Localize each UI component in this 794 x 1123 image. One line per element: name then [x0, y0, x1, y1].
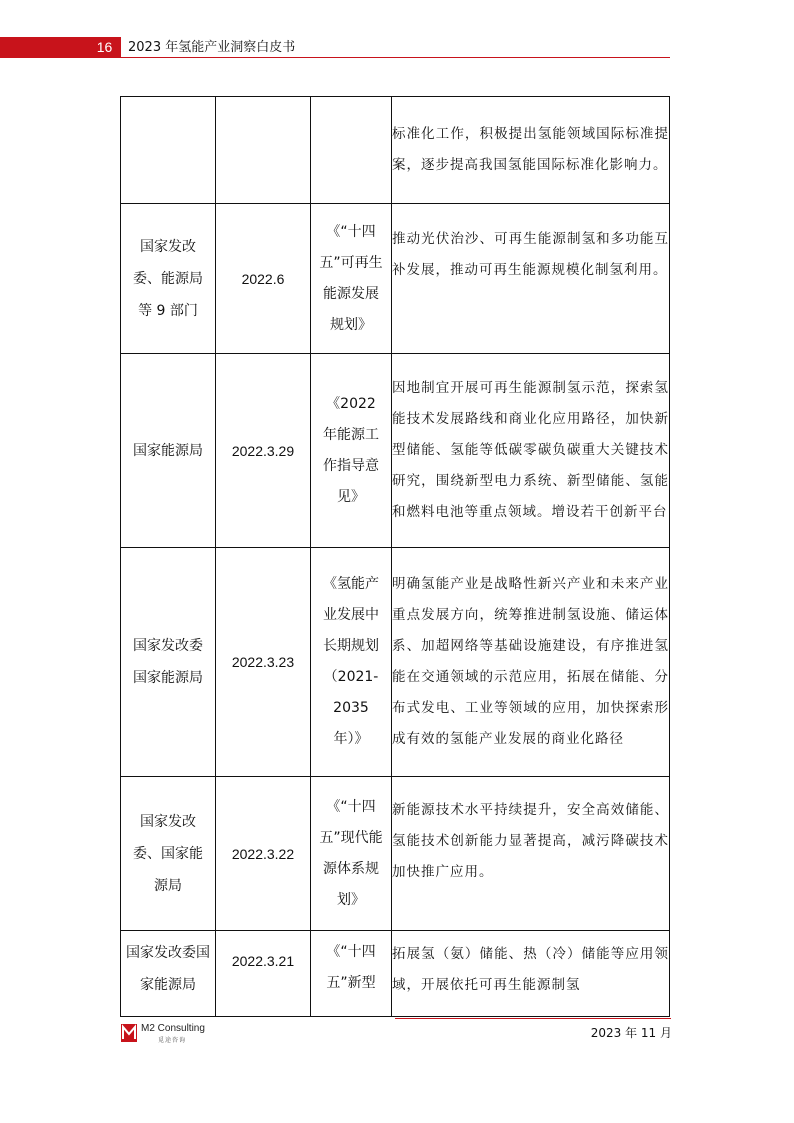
table-row: [121, 97, 670, 204]
content-cell: 明确氢能产业是战略性新兴产业和未来产业重点发展方向，统筹推进制氢设施、储运体系、加超网络等基础设施建设，有序推进氢能在交通领域的示范应用，拓展在储能、分布式发电、工业等领域的应用，加快探索形成有效的氢能产业发展的商业化路径: [392, 548, 670, 777]
org-cell: 国家能源局: [121, 354, 216, 548]
date-cell: 2022.3.23: [216, 548, 311, 777]
content-cell: 拓展氢（氨）储能、热（冷）储能等应用领域，开展依托可再生能源制氢: [392, 931, 670, 1017]
footer-date: 2023 年 11 月: [590, 1026, 672, 1040]
table-row: [121, 354, 670, 548]
document-cell: 《氢能产业发展中长期规划（2021-2035 年）》: [311, 548, 392, 777]
document-cell: 《“十四五”现代能源体系规划》: [311, 777, 392, 931]
org-cell: 国家发改委、能源局等 9 部门: [121, 204, 216, 354]
document-cell: 《2022 年能源工作指导意见》: [311, 354, 392, 548]
content-cell: 推动光伏治沙、可再生能源制氢和多功能互补发展，推动可再生能源规模化制氢利用。: [392, 204, 670, 354]
org-cell: 国家发改委、国家能源局: [121, 777, 216, 931]
date-cell: 2022.3.29: [216, 354, 311, 548]
date-cell: 2022.3.22: [216, 777, 311, 931]
org-cell: 国家发改委国家能源局: [121, 931, 216, 1017]
document-cell: 《“十四五”可再生能源发展规划》: [311, 204, 392, 354]
document-cell: [311, 97, 392, 204]
table-row: [121, 931, 670, 1017]
org-cell: 国家发改委国家能源局: [121, 548, 216, 777]
m2-logo-icon: [121, 1024, 137, 1042]
date-cell: 2022.3.21: [216, 931, 311, 1017]
document-title: 2023 年氢能产业洞察白皮书: [128, 40, 296, 55]
table-row: [121, 204, 670, 354]
policy-table: [120, 96, 670, 1017]
page-number: 16: [96, 39, 113, 55]
org-cell: [121, 97, 216, 204]
table-row: [121, 548, 670, 777]
date-cell: [216, 97, 311, 204]
footer-brand-subtitle: 觅途咨询: [158, 1037, 187, 1044]
table-row: [121, 777, 670, 931]
content-cell: 标准化工作，积极提出氢能领域国际标准提案，逐步提高我国氢能国际标准化影响力。: [392, 97, 670, 204]
footer-accent-line: [395, 1018, 671, 1019]
date-cell: 2022.6: [216, 204, 311, 354]
footer-brand: M2 Consulting: [141, 1023, 205, 1034]
content-cell: 新能源技术水平持续提升，安全高效储能、氢能技术创新能力显著提高，减污降碳技术加快推广应用。: [392, 777, 670, 931]
content-cell: 因地制宜开展可再生能源制氢示范，探索氢能技术发展路线和商业化应用路径，加快新型储能、氢能等低碳零碳负碳重大关键技术研究，围绕新型电力系统、新型储能、氢能和燃料电池等重点领域。增设若干创新平台: [392, 354, 670, 548]
document-cell: 《“十四五”新型: [311, 931, 392, 1017]
header-divider: [121, 57, 670, 58]
